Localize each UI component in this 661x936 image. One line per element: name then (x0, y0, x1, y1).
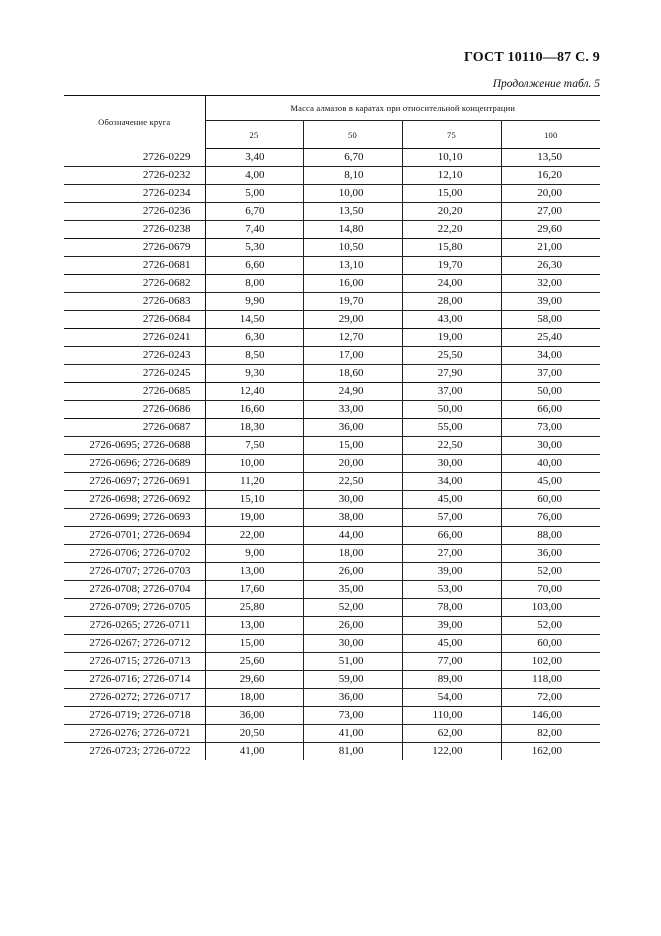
diamond-mass-cell: 73,00 (501, 419, 600, 437)
wheel-designation-cell: 2726-0707; 2726-0703 (64, 563, 205, 581)
table-row (64, 149, 600, 167)
diamond-mass-cell: 50,00 (402, 401, 501, 419)
diamond-mass-cell: 22,20 (402, 221, 501, 239)
diamond-mass-cell: 36,00 (303, 419, 402, 437)
column-header-concentration: 50 (303, 121, 402, 149)
table-row (64, 167, 600, 185)
diamond-mass-cell: 21,00 (501, 239, 600, 257)
diamond-mass-cell: 10,00 (303, 185, 402, 203)
diamond-mass-cell: 12,40 (205, 383, 303, 401)
diamond-mass-cell: 72,00 (501, 689, 600, 707)
table-row (64, 689, 600, 707)
diamond-mass-cell: 66,00 (402, 527, 501, 545)
wheel-designation-cell: 2726-0706; 2726-0702 (64, 545, 205, 563)
wheel-designation-cell: 2726-0265; 2726-0711 (64, 617, 205, 635)
diamond-mass-cell: 17,60 (205, 581, 303, 599)
table-row (64, 743, 600, 761)
wheel-designation-cell: 2726-0716; 2726-0714 (64, 671, 205, 689)
diamond-mass-cell: 18,00 (303, 545, 402, 563)
diamond-mass-cell: 24,90 (303, 383, 402, 401)
diamond-mass-cell: 15,00 (402, 185, 501, 203)
wheel-designation-cell: 2726-0719; 2726-0718 (64, 707, 205, 725)
wheel-designation-cell: 2726-0699; 2726-0693 (64, 509, 205, 527)
diamond-mass-cell: 82,00 (501, 725, 600, 743)
wheel-designation-cell: 2726-0698; 2726-0692 (64, 491, 205, 509)
diamond-mass-cell: 13,00 (205, 617, 303, 635)
table-row (64, 221, 600, 239)
table-row (64, 437, 600, 455)
diamond-mass-cell: 51,00 (303, 653, 402, 671)
diamond-mass-cell: 50,00 (501, 383, 600, 401)
diamond-mass-cell: 15,80 (402, 239, 501, 257)
diamond-mass-cell: 57,00 (402, 509, 501, 527)
diamond-mass-cell: 41,00 (303, 725, 402, 743)
wheel-designation-cell: 2726-0681 (64, 257, 205, 275)
diamond-mass-cell: 88,00 (501, 527, 600, 545)
table-row (64, 293, 600, 311)
table-row (64, 545, 600, 563)
column-header-concentration: 25 (205, 121, 303, 149)
table-row (64, 527, 600, 545)
wheel-designation-cell: 2726-0245 (64, 365, 205, 383)
diamond-mass-cell: 6,70 (205, 203, 303, 221)
table-row (64, 275, 600, 293)
diamond-mass-cell: 40,00 (501, 455, 600, 473)
table-row (64, 671, 600, 689)
diamond-mass-cell: 25,60 (205, 653, 303, 671)
diamond-mass-cell: 9,90 (205, 293, 303, 311)
diamond-mass-cell: 10,50 (303, 239, 402, 257)
diamond-mass-cell: 146,00 (501, 707, 600, 725)
diamond-mass-cell: 32,00 (501, 275, 600, 293)
diamond-mass-cell: 39,00 (501, 293, 600, 311)
diamond-mass-cell: 12,10 (402, 167, 501, 185)
wheel-designation-cell: 2726-0229 (64, 149, 205, 167)
diamond-mass-cell: 37,00 (402, 383, 501, 401)
diamond-mass-cell: 18,60 (303, 365, 402, 383)
diamond-mass-cell: 9,30 (205, 365, 303, 383)
wheel-designation-cell: 2726-0238 (64, 221, 205, 239)
wheel-designation-cell: 2726-0685 (64, 383, 205, 401)
table-row (64, 599, 600, 617)
diamond-mass-cell: 70,00 (501, 581, 600, 599)
diamond-mass-cell: 17,00 (303, 347, 402, 365)
diamond-mass-cell: 45,00 (501, 473, 600, 491)
wheel-designation-cell: 2726-0686 (64, 401, 205, 419)
diamond-mass-cell: 8,10 (303, 167, 402, 185)
column-header-concentration: 75 (402, 121, 501, 149)
table-row (64, 509, 600, 527)
diamond-mass-cell: 7,40 (205, 221, 303, 239)
diamond-mass-cell: 77,00 (402, 653, 501, 671)
diamond-mass-cell: 36,00 (501, 545, 600, 563)
diamond-mass-cell: 38,00 (303, 509, 402, 527)
wheel-designation-cell: 2726-0683 (64, 293, 205, 311)
wheel-designation-cell: 2726-0272; 2726-0717 (64, 689, 205, 707)
diamond-mass-cell: 20,50 (205, 725, 303, 743)
diamond-mass-cell: 37,00 (501, 365, 600, 383)
diamond-mass-cell: 5,00 (205, 185, 303, 203)
wheel-designation-cell: 2726-0232 (64, 167, 205, 185)
diamond-mass-cell: 19,00 (205, 509, 303, 527)
diamond-mass-cell: 39,00 (402, 617, 501, 635)
wheel-designation-cell: 2726-0696; 2726-0689 (64, 455, 205, 473)
table-row (64, 455, 600, 473)
diamond-mass-cell: 52,00 (501, 563, 600, 581)
wheel-designation-cell: 2726-0697; 2726-0691 (64, 473, 205, 491)
diamond-mass-cell: 20,00 (501, 185, 600, 203)
diamond-mass-cell: 6,30 (205, 329, 303, 347)
diamond-mass-cell: 20,20 (402, 203, 501, 221)
table-row (64, 185, 600, 203)
diamond-mass-cell: 25,80 (205, 599, 303, 617)
diamond-mass-cell: 19,00 (402, 329, 501, 347)
diamond-mass-cell: 52,00 (303, 599, 402, 617)
diamond-mass-cell: 78,00 (402, 599, 501, 617)
wheel-designation-cell: 2726-0241 (64, 329, 205, 347)
diamond-mass-cell: 8,00 (205, 275, 303, 293)
diamond-mass-cell: 60,00 (501, 491, 600, 509)
diamond-mass-cell: 20,00 (303, 455, 402, 473)
diamond-mass-cell: 27,00 (501, 203, 600, 221)
diamond-mass-cell: 22,00 (205, 527, 303, 545)
diamond-mass-cell: 73,00 (303, 707, 402, 725)
table-row (64, 581, 600, 599)
wheel-designation-cell: 2726-0701; 2726-0694 (64, 527, 205, 545)
diamond-mass-cell: 25,40 (501, 329, 600, 347)
table-row (64, 347, 600, 365)
diamond-mass-cell: 39,00 (402, 563, 501, 581)
diamond-mass-cell: 29,00 (303, 311, 402, 329)
diamond-mass-cell: 29,60 (501, 221, 600, 239)
diamond-mass-cell: 36,00 (303, 689, 402, 707)
diamond-mass-cell: 5,30 (205, 239, 303, 257)
diamond-mass-cell: 52,00 (501, 617, 600, 635)
page-header-standard: ГОСТ 10110—87 С. 9 (463, 50, 600, 65)
diamond-mass-cell: 14,50 (205, 311, 303, 329)
diamond-mass-cell: 19,70 (402, 257, 501, 275)
diamond-mass-cell: 18,00 (205, 689, 303, 707)
wheel-designation-cell: 2726-0687 (64, 419, 205, 437)
diamond-mass-cell: 29,60 (205, 671, 303, 689)
diamond-mass-cell: 34,00 (501, 347, 600, 365)
wheel-designation-cell: 2726-0234 (64, 185, 205, 203)
table-row (64, 617, 600, 635)
wheel-designation-cell: 2726-0708; 2726-0704 (64, 581, 205, 599)
diamond-mass-cell: 41,00 (205, 743, 303, 761)
diamond-mass-cell: 76,00 (501, 509, 600, 527)
diamond-mass-cell: 13,50 (303, 203, 402, 221)
diamond-mass-cell: 162,00 (501, 743, 600, 761)
diamond-mass-cell: 53,00 (402, 581, 501, 599)
diamond-mass-cell: 6,60 (205, 257, 303, 275)
diamond-mass-cell: 30,00 (402, 455, 501, 473)
diamond-mass-cell: 15,00 (205, 635, 303, 653)
diamond-mass-cell: 13,00 (205, 563, 303, 581)
column-header-wheel-designation: Обозначение круга (64, 96, 205, 149)
wheel-designation-cell: 2726-0715; 2726-0713 (64, 653, 205, 671)
diamond-mass-cell: 16,60 (205, 401, 303, 419)
table-row (64, 365, 600, 383)
diamond-mass-cell: 11,20 (205, 473, 303, 491)
diamond-mass-cell: 4,00 (205, 167, 303, 185)
table-row (64, 491, 600, 509)
wheel-designation-cell: 2726-0723; 2726-0722 (89, 745, 191, 757)
diamond-mass-cell: 43,00 (402, 311, 501, 329)
table-row (64, 239, 600, 257)
diamond-mass-cell: 55,00 (402, 419, 501, 437)
wheel-designation-cell: 2726-0236 (64, 203, 205, 221)
diamond-mass-cell: 19,70 (303, 293, 402, 311)
diamond-mass-cell: 81,00 (303, 743, 402, 761)
diamond-mass-cell: 22,50 (402, 437, 501, 455)
wheel-designation-cell: 2726-0709; 2726-0705 (64, 599, 205, 617)
table-row (64, 419, 600, 437)
diamond-mass-cell: 10,00 (205, 455, 303, 473)
diamond-mass-cell: 12,70 (303, 329, 402, 347)
diamond-mass-cell: 30,00 (303, 491, 402, 509)
diamond-mass-cell: 58,00 (501, 311, 600, 329)
diamond-mass-cell: 16,20 (501, 167, 600, 185)
diamond-mass-cell: 30,00 (501, 437, 600, 455)
diamond-mass-cell: 7,50 (205, 437, 303, 455)
diamond-mass-cell: 24,00 (402, 275, 501, 293)
diamond-mass-cell: 34,00 (402, 473, 501, 491)
wheel-designation-cell: 2726-0276; 2726-0721 (64, 725, 205, 743)
diamond-mass-cell: 30,00 (303, 635, 402, 653)
diamond-mass-cell: 13,10 (303, 257, 402, 275)
diamond-mass-cell: 8,50 (205, 347, 303, 365)
diamond-mass-cell: 28,00 (402, 293, 501, 311)
wheel-designation-cell: 2726-0243 (64, 347, 205, 365)
diamond-mass-cell: 25,50 (402, 347, 501, 365)
table-row (64, 653, 600, 671)
diamond-mass-cell: 27,90 (402, 365, 501, 383)
table-row (64, 203, 600, 221)
table-row (64, 635, 600, 653)
table-body (64, 149, 600, 761)
diamond-mass-cell: 122,00 (402, 743, 501, 761)
diamond-mass-cell: 35,00 (303, 581, 402, 599)
table-row (64, 473, 600, 491)
diamond-mass-cell: 18,30 (205, 419, 303, 437)
diamond-mass-cell: 27,00 (402, 545, 501, 563)
diamond-mass-cell: 102,00 (501, 653, 600, 671)
wheel-designation-cell: 2726-0695; 2726-0688 (64, 437, 205, 455)
column-header-concentration: 100 (501, 121, 600, 149)
table-row (64, 707, 600, 725)
diamond-mass-cell: 3,40 (205, 149, 303, 167)
table-row (64, 563, 600, 581)
diamond-mass-cell: 103,00 (501, 599, 600, 617)
diamond-mass-cell: 16,00 (303, 275, 402, 293)
diamond-mass-cell: 36,00 (205, 707, 303, 725)
table-row (64, 725, 600, 743)
table-continuation-caption: Продолжение табл. 5 (492, 78, 600, 90)
wheel-designation-cell: 2726-0679 (64, 239, 205, 257)
table-row (64, 311, 600, 329)
diamond-mass-cell: 26,30 (501, 257, 600, 275)
diamond-mass-cell: 10,10 (402, 149, 501, 167)
diamond-mass-cell: 89,00 (402, 671, 501, 689)
wheel-designation-cell: 2726-0684 (64, 311, 205, 329)
diamond-mass-cell: 110,00 (402, 707, 501, 725)
diamond-mass-cell: 44,00 (303, 527, 402, 545)
diamond-mass-cell: 59,00 (303, 671, 402, 689)
diamond-mass-table (64, 95, 600, 760)
diamond-mass-cell: 26,00 (303, 563, 402, 581)
diamond-mass-cell: 13,50 (501, 149, 600, 167)
diamond-mass-cell: 60,00 (501, 635, 600, 653)
diamond-mass-cell: 118,00 (501, 671, 600, 689)
diamond-mass-cell: 45,00 (402, 491, 501, 509)
diamond-mass-cell: 15,00 (303, 437, 402, 455)
diamond-mass-cell: 45,00 (402, 635, 501, 653)
table-row (64, 383, 600, 401)
table-row (64, 329, 600, 347)
diamond-mass-cell: 33,00 (303, 401, 402, 419)
diamond-mass-cell: 54,00 (402, 689, 501, 707)
diamond-mass-cell: 62,00 (402, 725, 501, 743)
table-row (64, 401, 600, 419)
diamond-mass-cell: 15,10 (205, 491, 303, 509)
diamond-mass-cell: 14,80 (303, 221, 402, 239)
column-group-header-diamond-mass: Масса алмазов в каратах при относительной концентрации (205, 96, 600, 121)
wheel-designation-cell: 2726-0267; 2726-0712 (64, 635, 205, 653)
diamond-mass-cell: 66,00 (501, 401, 600, 419)
diamond-mass-cell: 9,00 (205, 545, 303, 563)
diamond-mass-cell: 26,00 (303, 617, 402, 635)
wheel-designation-cell: 2726-0682 (64, 275, 205, 293)
diamond-mass-cell: 6,70 (303, 149, 402, 167)
table-row (64, 257, 600, 275)
diamond-mass-cell: 22,50 (303, 473, 402, 491)
